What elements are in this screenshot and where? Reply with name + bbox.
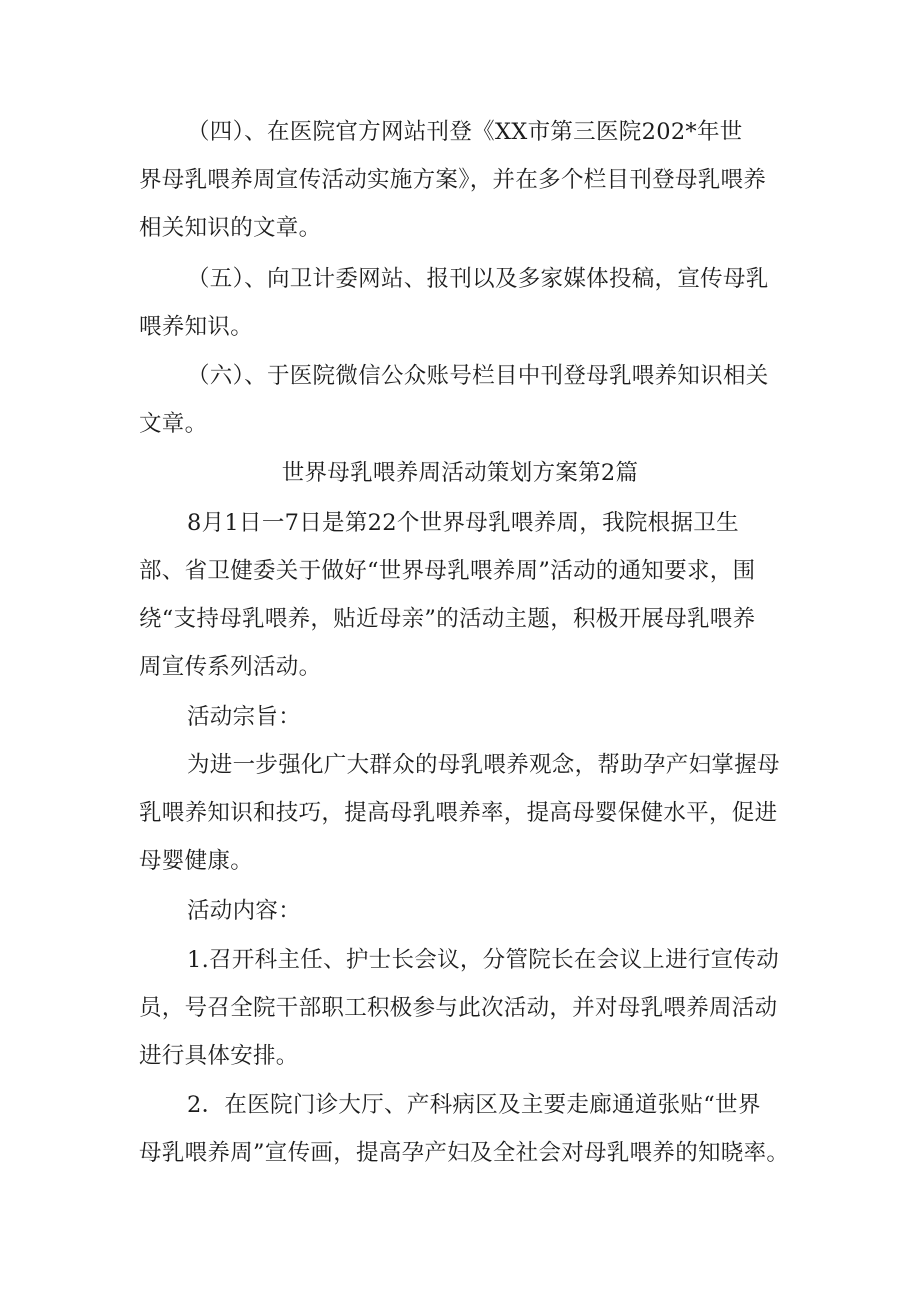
paragraph-line: 母婴健康。 <box>139 848 254 874</box>
section-title: 世界母乳喂养周活动策划方案第2篇 <box>281 460 639 486</box>
paragraph-line: 相关知识的文章。 <box>139 215 322 241</box>
paragraph-line: 界母乳喂养周宣传活动实施方案》，并在多个栏目刊登母乳喂养 <box>139 167 767 193</box>
paragraph-line: 员，号召全院干部职工积极参与此次活动，并对母乳喂养周活动 <box>139 995 778 1021</box>
paragraph-line: （六）、于医院微信公众账号栏目中刊登母乳喂养知识相关 <box>187 363 769 389</box>
paragraph-line: 喂养知识。 <box>139 314 254 340</box>
paragraph-line: 文章。 <box>139 411 208 437</box>
paragraph-line: 进行具体安排。 <box>139 1043 299 1069</box>
paragraph-line: 绕“支持母乳喂养，贴近母亲”的活动主题，积极开展母乳喂养 <box>139 606 756 632</box>
content-heading: 活动内容： <box>187 898 302 924</box>
paragraph-line: 部、省卫健委关于做好“世界母乳喂养周”活动的通知要求，围 <box>139 558 756 584</box>
paragraph-line: 1.召开科主任、护士长会议，分管院长在会议上进行宣传动 <box>187 947 780 973</box>
paragraph-line: 8月1日一7日是第22个世界母乳喂养周，我院根据卫生 <box>187 510 739 536</box>
paragraph-line: 周宣传系列活动。 <box>139 654 322 680</box>
paragraph-line: （四）、在医院官方网站刊登《XX市第三医院202*年世 <box>187 119 743 145</box>
paragraph-line: 为进一步强化广大群众的母乳喂养观念，帮助孕产妇掌握母 <box>187 752 780 778</box>
purpose-heading: 活动宗旨： <box>187 704 302 730</box>
paragraph-line: 2．在医院门诊大厅、产科病区及主要走廊通道张贴“世界 <box>187 1092 761 1118</box>
paragraph-line: （五）、向卫计委网站、报刊以及多家媒体投稿，宣传母乳 <box>187 266 769 292</box>
paragraph-line: 母乳喂养周”宣传画，提高孕产妇及全社会对母乳喂养的知晓率。 <box>139 1140 790 1166</box>
paragraph-line: 乳喂养知识和技巧，提高母乳喂养率，提高母婴保健水平，促进 <box>139 800 778 826</box>
